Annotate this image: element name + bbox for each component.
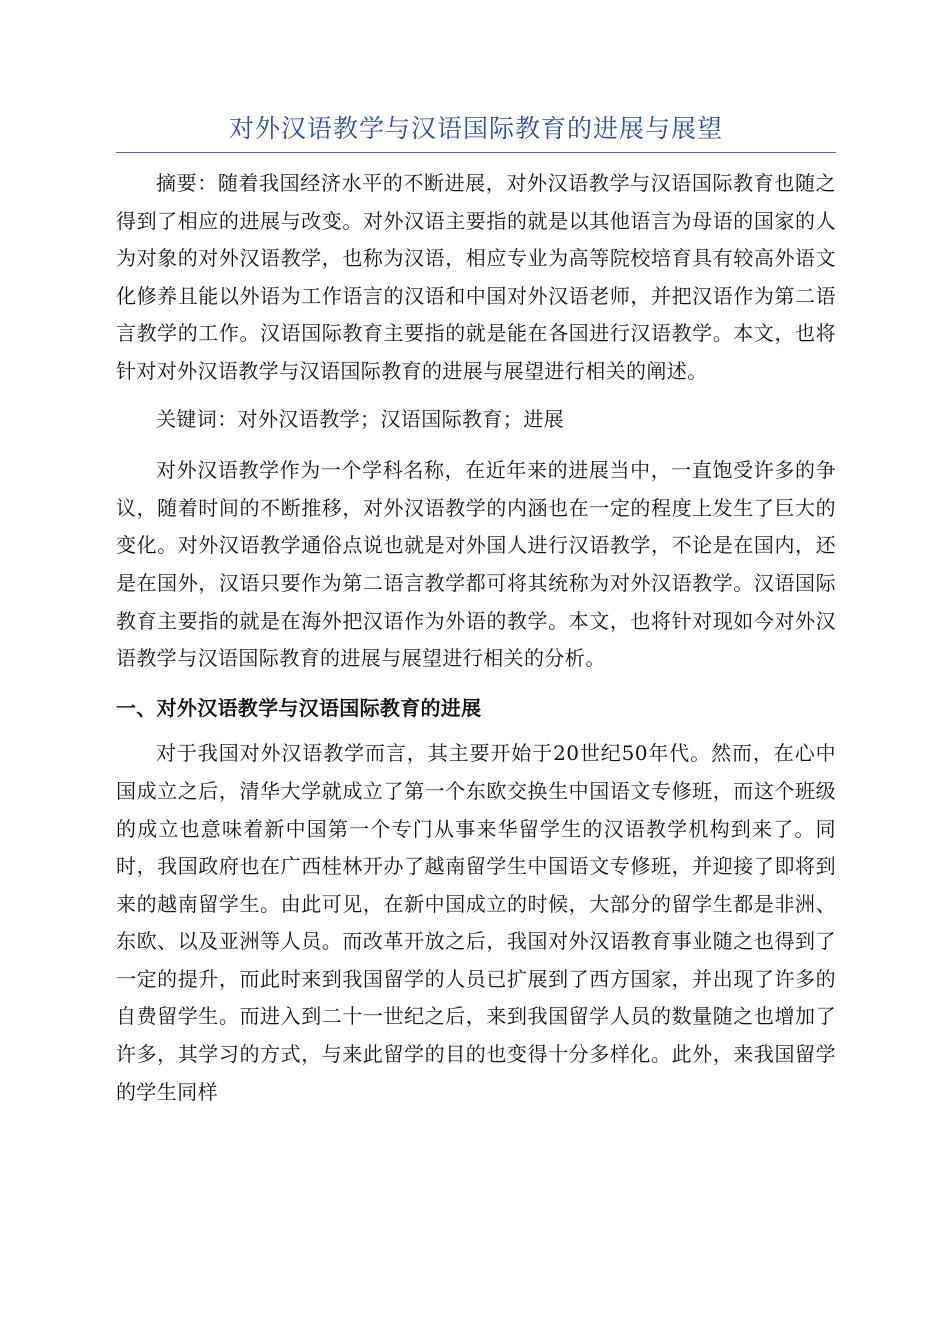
abstract-paragraph: 摘要：随着我国经济水平的不断进展，对外汉语教学与汉语国际教育也随之得到了相应的进展与改变。对外汉语主要指的就是以其他语言为母语的国家的人为对象的对外汉语教学，也称为汉语，相应专业为高等院校培育具有较高外语文化修养且能以外语为工作语言的汉语和中国对外汉语老师，并把汉语作为第二语言教学的工作。汉语国际教育主要指的就是能在各国进行汉语教学。本文，也将针对对外汉语教学与汉语国际教育的进展与展望进行相关的阐述。 bbox=[116, 171, 836, 383]
section-heading: 一、对外汉语教学与汉语国际教育的进展 bbox=[116, 695, 482, 720]
document-page bbox=[116, 112, 836, 1111]
keywords-line: 关键词：对外汉语教学；汉语国际教育；进展 bbox=[156, 406, 564, 431]
document-title: 对外汉语教学与汉语国际教育的进展与展望 bbox=[116, 112, 836, 153]
intro-paragraph: 对外汉语教学作为一个学科名称，在近年来的进展当中，一直饱受许多的争议，随着时间的不断推移，对外汉语教学的内涵也在一定的程度上发生了巨大的变化。对外汉语教学通俗点说也就是对外国人进行汉语教学，不论是在国内，还是在国外，汉语只要作为第二语言教学都可将其统称为对外汉语教学。汉语国际教育主要指的就是在海外把汉语作为外语的教学。本文，也将针对现如今对外汉语教学与汉语国际教育的进展与展望进行相关的分析。 bbox=[116, 458, 836, 671]
section-paragraph: 对于我国对外汉语教学而言，其主要开始于20世纪50年代。然而，在心中国成立之后，清华大学就成立了第一个东欧交换生中国语文专修班，而这个班级的成立也意味着新中国第一个专门从事来华留学生的汉语教学机构到来了。同时，我国政府也在广西桂林开办了越南留学生中国语文专修班，并迎接了即将到来的越南留学生。由此可见，在新中国成立的时候，大部分的留学生都是非洲、东欧、以及亚洲等人员。而改革开放之后，我国对外汉语教育事业随之也得到了一定的提升，而此时来到我国留学的人员已扩展到了西方国家，并出现了许多的自费留学生。而进入到二十一世纪之后，来到我国留学人员的数量随之也增加了许多，其学习的方式，与来此留学的目的也变得十分多样化。此外，来我国留学的学生同样 bbox=[116, 741, 836, 1104]
